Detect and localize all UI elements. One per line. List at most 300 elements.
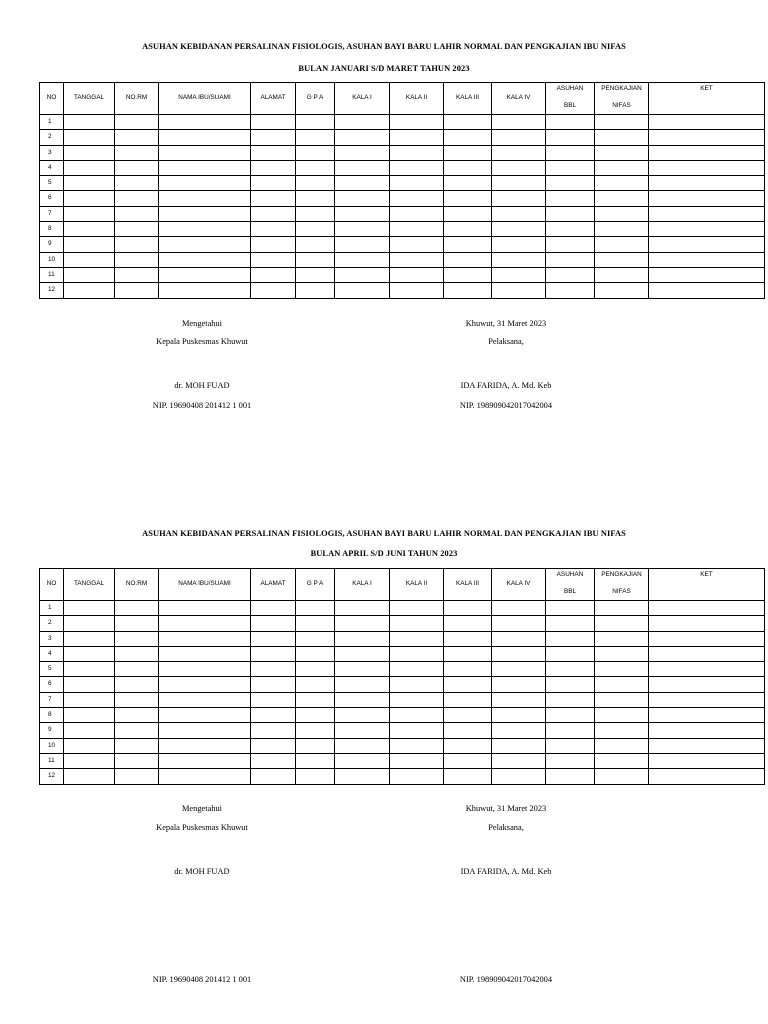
table-cell xyxy=(251,191,296,206)
table-cell xyxy=(64,252,115,267)
table-cell xyxy=(444,646,492,661)
col-alamat: ALAMAT xyxy=(251,569,296,601)
table-cell xyxy=(649,252,765,267)
table-cell xyxy=(546,723,595,738)
table-cell xyxy=(159,662,251,677)
table-cell xyxy=(64,267,115,282)
table-cell xyxy=(115,191,159,206)
table-cell xyxy=(64,130,115,145)
table-cell xyxy=(64,723,115,738)
table-cell xyxy=(595,601,649,616)
table-cell xyxy=(649,222,765,237)
table-cell xyxy=(390,115,444,130)
table-cell xyxy=(595,692,649,707)
table-cell xyxy=(390,176,444,191)
form2-register-table xyxy=(39,568,765,785)
table-cell xyxy=(251,160,296,175)
table-cell xyxy=(444,222,492,237)
table-cell xyxy=(492,601,546,616)
table-cell xyxy=(296,222,335,237)
table-row xyxy=(40,738,765,753)
table-cell xyxy=(390,616,444,631)
table-cell xyxy=(390,267,444,282)
table-cell xyxy=(492,191,546,206)
table-cell xyxy=(492,115,546,130)
form2-head-nip: NIP. 19690408 201412 1 001 xyxy=(152,975,252,984)
table-cell xyxy=(390,222,444,237)
table-cell xyxy=(115,160,159,175)
table-cell xyxy=(251,646,296,661)
table-row xyxy=(40,191,765,206)
table-cell xyxy=(595,677,649,692)
table-cell xyxy=(296,130,335,145)
table-cell xyxy=(649,267,765,282)
table-cell xyxy=(595,738,649,753)
table-row xyxy=(40,769,765,784)
table-cell xyxy=(390,769,444,784)
table-cell xyxy=(115,237,159,252)
table-cell xyxy=(595,206,649,221)
table-cell xyxy=(159,222,251,237)
row-number: 9 xyxy=(40,237,64,252)
table-cell xyxy=(492,616,546,631)
table-row xyxy=(40,753,765,768)
table-cell xyxy=(251,677,296,692)
table-cell xyxy=(159,616,251,631)
table-cell xyxy=(296,616,335,631)
table-cell xyxy=(595,145,649,160)
table-cell xyxy=(649,206,765,221)
table-cell xyxy=(251,738,296,753)
table-cell xyxy=(390,160,444,175)
table-cell xyxy=(390,206,444,221)
table-cell xyxy=(159,601,251,616)
row-number: 12 xyxy=(40,769,64,784)
table-cell xyxy=(595,176,649,191)
table-cell xyxy=(546,753,595,768)
row-number: 6 xyxy=(40,677,64,692)
table-cell xyxy=(64,677,115,692)
table-cell xyxy=(492,176,546,191)
table-cell xyxy=(546,115,595,130)
table-cell xyxy=(115,708,159,723)
col-kala4: KALA IV xyxy=(492,569,546,601)
col-kala2: KALA II xyxy=(390,569,444,601)
table-cell xyxy=(649,631,765,646)
table-cell xyxy=(296,769,335,784)
table-cell xyxy=(444,191,492,206)
form2-head-name: dr. MOH FUAD xyxy=(174,867,230,876)
col-norm: NO.RM xyxy=(115,569,159,601)
table-cell xyxy=(390,631,444,646)
table-cell xyxy=(159,115,251,130)
table-cell xyxy=(335,753,390,768)
table-cell xyxy=(649,130,765,145)
row-number: 12 xyxy=(40,283,64,298)
table-cell xyxy=(296,631,335,646)
form1-executor-name: IDA FARIDA, A. Md. Keb xyxy=(460,381,552,390)
table-cell xyxy=(335,267,390,282)
table-cell xyxy=(492,662,546,677)
table-cell xyxy=(492,237,546,252)
table-cell xyxy=(296,708,335,723)
table-cell xyxy=(595,662,649,677)
table-cell xyxy=(251,616,296,631)
table-cell xyxy=(492,283,546,298)
col-kala3: KALA III xyxy=(444,83,492,115)
table-cell xyxy=(546,769,595,784)
table-cell xyxy=(159,631,251,646)
table-cell xyxy=(444,601,492,616)
table-cell xyxy=(251,601,296,616)
table-cell xyxy=(296,662,335,677)
form2-place-date: Khuwut, 31 Maret 2023 xyxy=(465,804,547,813)
table-cell xyxy=(546,692,595,707)
table-cell xyxy=(444,115,492,130)
table-cell xyxy=(492,267,546,282)
form1-register-table xyxy=(39,82,765,299)
col-alamat: ALAMAT xyxy=(251,83,296,115)
table-cell xyxy=(64,692,115,707)
form1-head-name: dr. MOH FUAD xyxy=(174,381,230,390)
table-cell xyxy=(390,753,444,768)
table-cell xyxy=(492,769,546,784)
table-row xyxy=(40,160,765,175)
table-cell xyxy=(159,723,251,738)
table-cell xyxy=(159,191,251,206)
table-cell xyxy=(159,252,251,267)
table-row xyxy=(40,692,765,707)
table-cell xyxy=(296,237,335,252)
table-cell xyxy=(444,160,492,175)
table-row xyxy=(40,237,765,252)
table-row xyxy=(40,130,765,145)
table-cell xyxy=(251,769,296,784)
table-cell xyxy=(595,646,649,661)
table-cell xyxy=(251,631,296,646)
table-cell xyxy=(649,708,765,723)
row-number: 1 xyxy=(40,115,64,130)
row-number: 5 xyxy=(40,176,64,191)
row-number: 10 xyxy=(40,738,64,753)
table-cell xyxy=(444,206,492,221)
table-cell xyxy=(546,662,595,677)
table-row xyxy=(40,115,765,130)
table-cell xyxy=(444,130,492,145)
table-cell xyxy=(444,708,492,723)
table-cell xyxy=(444,677,492,692)
table-cell xyxy=(64,191,115,206)
table-cell xyxy=(649,677,765,692)
table-cell xyxy=(390,283,444,298)
table-cell xyxy=(649,723,765,738)
table-cell xyxy=(296,191,335,206)
table-cell xyxy=(546,646,595,661)
table-cell xyxy=(444,616,492,631)
table-cell xyxy=(390,738,444,753)
table-cell xyxy=(159,145,251,160)
table-cell xyxy=(492,708,546,723)
table-cell xyxy=(492,252,546,267)
table-cell xyxy=(296,646,335,661)
table-cell xyxy=(546,283,595,298)
table-cell xyxy=(251,176,296,191)
table-cell xyxy=(64,237,115,252)
table-cell xyxy=(64,206,115,221)
col-kala1: KALA I xyxy=(335,83,390,115)
table-cell xyxy=(492,753,546,768)
table-cell xyxy=(115,267,159,282)
row-number: 2 xyxy=(40,130,64,145)
col-no: NO xyxy=(40,83,64,115)
table-cell xyxy=(296,283,335,298)
table-cell xyxy=(251,252,296,267)
col-kala2: KALA II xyxy=(390,83,444,115)
col-norm: NO.RM xyxy=(115,83,159,115)
form1-head-nip: NIP. 19690408 201412 1 001 xyxy=(152,401,252,410)
table-cell xyxy=(64,115,115,130)
table-cell xyxy=(335,237,390,252)
table-cell xyxy=(546,708,595,723)
col-asuhan-bbl: ASUHAN BBL xyxy=(546,83,595,115)
form2-table-body xyxy=(40,601,765,785)
table-cell xyxy=(390,145,444,160)
table-cell xyxy=(492,677,546,692)
row-number: 7 xyxy=(40,206,64,221)
table-cell xyxy=(546,222,595,237)
table-cell xyxy=(546,616,595,631)
table-cell xyxy=(159,646,251,661)
table-row xyxy=(40,631,765,646)
table-cell xyxy=(251,130,296,145)
col-kala4: KALA IV xyxy=(492,83,546,115)
table-cell xyxy=(649,191,765,206)
table-cell xyxy=(64,160,115,175)
table-cell xyxy=(296,692,335,707)
form2-executor-nip: NIP. 198909042017042004 xyxy=(459,975,553,984)
col-pengkajian-nifas: PENGKAJIAN NIFAS xyxy=(595,569,649,601)
col-nama: NAMA IBU/SUAMI xyxy=(159,569,251,601)
table-cell xyxy=(492,222,546,237)
table-cell xyxy=(64,769,115,784)
row-number: 11 xyxy=(40,267,64,282)
table-cell xyxy=(296,753,335,768)
table-cell xyxy=(595,237,649,252)
table-cell xyxy=(115,646,159,661)
table-cell xyxy=(649,160,765,175)
table-cell xyxy=(64,662,115,677)
table-cell xyxy=(390,130,444,145)
table-cell xyxy=(335,115,390,130)
table-cell xyxy=(595,753,649,768)
row-number: 4 xyxy=(40,160,64,175)
table-cell xyxy=(390,662,444,677)
table-cell xyxy=(115,206,159,221)
table-row xyxy=(40,677,765,692)
table-cell xyxy=(115,601,159,616)
form2-title: ASUHAN KEBIDANAN PERSALINAN FISIOLOGIS, ASUHAN BAYI BARU LAHIR NORMAL DAN PENGKAJIAN IBU NIFAS xyxy=(142,529,626,538)
table-cell xyxy=(296,115,335,130)
table-cell xyxy=(444,237,492,252)
table-row xyxy=(40,662,765,677)
table-cell xyxy=(444,252,492,267)
table-cell xyxy=(159,738,251,753)
table-cell xyxy=(492,130,546,145)
table-cell xyxy=(390,723,444,738)
table-cell xyxy=(595,130,649,145)
table-cell xyxy=(649,115,765,130)
row-number: 4 xyxy=(40,646,64,661)
table-cell xyxy=(492,145,546,160)
table-cell xyxy=(595,252,649,267)
table-cell xyxy=(115,283,159,298)
form1-ack-label: Mengetahui xyxy=(181,319,222,328)
table-cell xyxy=(64,283,115,298)
table-cell xyxy=(251,662,296,677)
table-header-row xyxy=(40,569,765,601)
table-cell xyxy=(444,283,492,298)
table-cell xyxy=(546,237,595,252)
row-number: 10 xyxy=(40,252,64,267)
row-number: 8 xyxy=(40,222,64,237)
table-cell xyxy=(546,130,595,145)
table-cell xyxy=(492,631,546,646)
form2-ack-label: Mengetahui xyxy=(181,804,222,813)
table-cell xyxy=(390,191,444,206)
table-cell xyxy=(159,283,251,298)
table-cell xyxy=(546,206,595,221)
row-number: 1 xyxy=(40,601,64,616)
table-cell xyxy=(251,708,296,723)
table-cell xyxy=(296,176,335,191)
table-cell xyxy=(444,145,492,160)
table-row xyxy=(40,252,765,267)
table-cell xyxy=(335,662,390,677)
table-cell xyxy=(251,222,296,237)
table-cell xyxy=(64,631,115,646)
table-cell xyxy=(64,145,115,160)
table-cell xyxy=(444,176,492,191)
row-number: 2 xyxy=(40,616,64,631)
table-cell xyxy=(115,252,159,267)
table-cell xyxy=(546,738,595,753)
table-cell xyxy=(335,176,390,191)
table-cell xyxy=(115,145,159,160)
table-cell xyxy=(335,708,390,723)
table-cell xyxy=(595,267,649,282)
table-cell xyxy=(159,267,251,282)
table-cell xyxy=(546,601,595,616)
table-cell xyxy=(296,738,335,753)
table-cell xyxy=(64,738,115,753)
table-row xyxy=(40,283,765,298)
table-cell xyxy=(159,769,251,784)
table-cell xyxy=(335,738,390,753)
form1-title: ASUHAN KEBIDANAN PERSALINAN FISIOLOGIS, ASUHAN BAYI BARU LAHIR NORMAL DAN PENGKAJIAN IBU NIFAS xyxy=(142,42,626,51)
table-cell xyxy=(335,191,390,206)
table-cell xyxy=(115,631,159,646)
table-cell xyxy=(335,692,390,707)
table-cell xyxy=(159,160,251,175)
table-cell xyxy=(390,646,444,661)
col-ket: KET xyxy=(649,83,765,115)
table-cell xyxy=(251,206,296,221)
table-cell xyxy=(115,677,159,692)
table-cell xyxy=(251,723,296,738)
table-row xyxy=(40,601,765,616)
table-cell xyxy=(444,738,492,753)
col-ket: KET xyxy=(649,569,765,601)
table-cell xyxy=(296,677,335,692)
table-cell xyxy=(335,769,390,784)
table-cell xyxy=(159,753,251,768)
table-cell xyxy=(595,283,649,298)
table-row xyxy=(40,222,765,237)
table-cell xyxy=(335,283,390,298)
table-row xyxy=(40,176,765,191)
table-cell xyxy=(251,692,296,707)
table-cell xyxy=(546,677,595,692)
table-cell xyxy=(492,738,546,753)
col-kala3: KALA III xyxy=(444,569,492,601)
table-cell xyxy=(649,662,765,677)
col-no: NO xyxy=(40,569,64,601)
table-cell xyxy=(335,616,390,631)
table-cell xyxy=(444,662,492,677)
row-number: 7 xyxy=(40,692,64,707)
col-tanggal: TANGGAL xyxy=(64,569,115,601)
table-cell xyxy=(444,723,492,738)
table-cell xyxy=(296,723,335,738)
table-cell xyxy=(159,237,251,252)
table-cell xyxy=(251,145,296,160)
table-cell xyxy=(335,723,390,738)
table-cell xyxy=(159,130,251,145)
table-cell xyxy=(444,631,492,646)
col-pengkajian-nifas: PENGKAJIAN NIFAS xyxy=(595,83,649,115)
table-cell xyxy=(649,769,765,784)
row-number: 5 xyxy=(40,662,64,677)
table-cell xyxy=(335,646,390,661)
table-cell xyxy=(115,723,159,738)
table-cell xyxy=(444,769,492,784)
table-cell xyxy=(649,616,765,631)
form2-head-role: Kepala Puskesmas Khuwut xyxy=(156,823,248,832)
table-row xyxy=(40,206,765,221)
col-kala1: KALA I xyxy=(335,569,390,601)
table-cell xyxy=(335,206,390,221)
table-cell xyxy=(492,646,546,661)
table-cell xyxy=(444,267,492,282)
table-cell xyxy=(64,176,115,191)
table-cell xyxy=(546,252,595,267)
table-cell xyxy=(296,145,335,160)
table-cell xyxy=(390,252,444,267)
table-header-row xyxy=(40,83,765,115)
table-cell xyxy=(251,267,296,282)
table-cell xyxy=(649,237,765,252)
form2-period: BULAN APRIL S/D JUNI TAHUN 2023 xyxy=(310,549,458,558)
table-cell xyxy=(649,176,765,191)
table-cell xyxy=(546,631,595,646)
table-cell xyxy=(335,160,390,175)
table-cell xyxy=(296,252,335,267)
table-cell xyxy=(64,616,115,631)
table-cell xyxy=(492,160,546,175)
table-cell xyxy=(64,708,115,723)
row-number: 9 xyxy=(40,723,64,738)
col-gpa: G P A xyxy=(296,569,335,601)
